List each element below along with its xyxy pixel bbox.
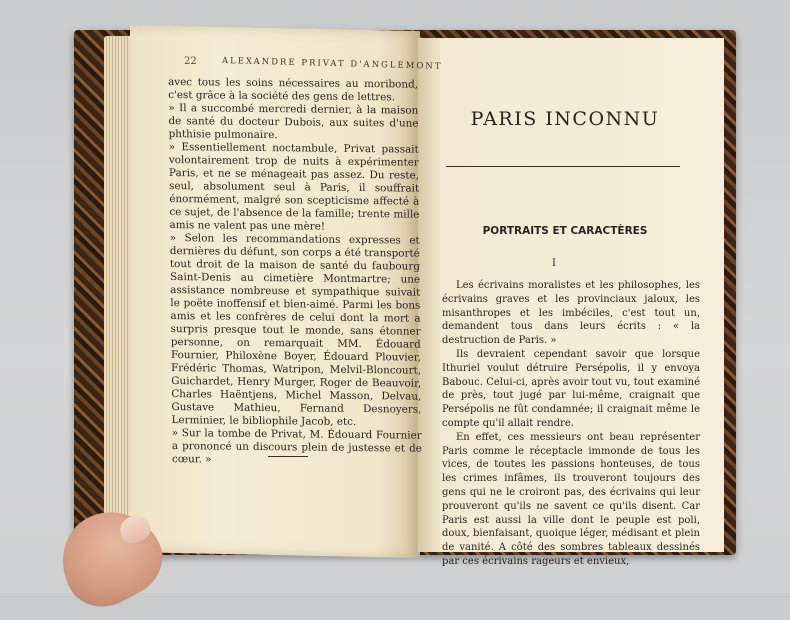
left-paragraph: » Essentiellement noctambule, Privat passait volontairement trop de nuits à expérimenter Paris, et ne se ménageait pas assez. Du reste, seul, absolument seul à Paris, il souffrait énormément, malgré son scepticisme affecté à ce sujet, de l'absence de la famille; trente mille amis ne valent pas une mère! [168, 141, 420, 233]
left-paragraph: » Il a succombé mercredi dernier, à la maison de santé du docteur Dubois, aux suites d'une phthisie pulmonaire. [168, 102, 419, 142]
right-paragraph: Ils devraient cependant savoir que lorsque Ithuriel voulut détruire Persépolis, il y envoya Babouc. Celui-ci, après avoir tout vu, tout examiné de près, tout jugé par lui-même, craignait que Persépolis ne fût condamnée; il craignait même le compte qu'il allait rendre. [442, 348, 700, 429]
chapter-title: PARIS INCONNU [470, 108, 660, 130]
title-rule [446, 166, 680, 167]
section-number: I [552, 258, 556, 269]
right-paragraph: En effet, ces messieurs ont beau représenter Paris comme le réceptacle immonde de tous les vices, de toutes les passions honteuses, de tous les crimes infâmes, ils trouveront toujours des gens qui ne le croiront pas, des écrivains qui leur prouveront qu'ils ne savent ce qu'ils disent. Car Paris est aussi la ville dont le peuple est poli, doux, bienfaisant, quoique léger, médisant et plein de vanité. A côté des sombres tableaux dessinés par ces écrivains rageurs et envieux, [442, 431, 700, 567]
right-page-text [442, 279, 700, 569]
running-head: ALEXANDRE PRIVAT D'ANGLEMONT [221, 56, 443, 72]
left-paragraph: avec tous les soins nécessaires au moribond, c'est grâce à la société des gens de lettres. [168, 76, 419, 104]
right-paragraph: Les écrivains moralistes et les philosophes, les écrivains graves et les provinciaux jaloux, les misanthropes et les imbéciles, c'est tout un, demandent tous dans leurs écrits : « la destruction de Paris. » [442, 280, 700, 347]
section-subtitle: PORTRAITS ET CARACTÈRES [482, 225, 648, 237]
left-paragraph: » Sur la tombe de Privat, M. Édouard Fournier a prononcé un discours plein de justesse et de cœur. » [171, 427, 422, 466]
end-rule [268, 456, 308, 457]
left-page-number: 22 [184, 56, 197, 67]
left-paragraph: » Selon les recommandations expresses et dernières du défunt, son corps a été transporté tout droit de la maison de santé du faubourg Saint-Denis au cimetière Montmartre; une assistance nombreuse et sympathique suivait le poëte inoffensif et bien-aimé. Parmi les bons amis et les confrères de celui dont la mort a surpris presque tout le monde, sans étonner personne, on remarquait MM. Édouard Fournier, Philoxène Boyer, Édouard Plouvier, Frédéric Thomas, Watripon, Melvil-Bloncourt, Guichardet, Henry Murger, Roger de Beauvoir, Charles Haëntjens, Michel Masson, Delvau, Gustave Mathieu, Fernand Desnoyers, Lerminier, le bibliophile Jacob, etc. [169, 232, 422, 428]
left-page-text [168, 76, 422, 469]
